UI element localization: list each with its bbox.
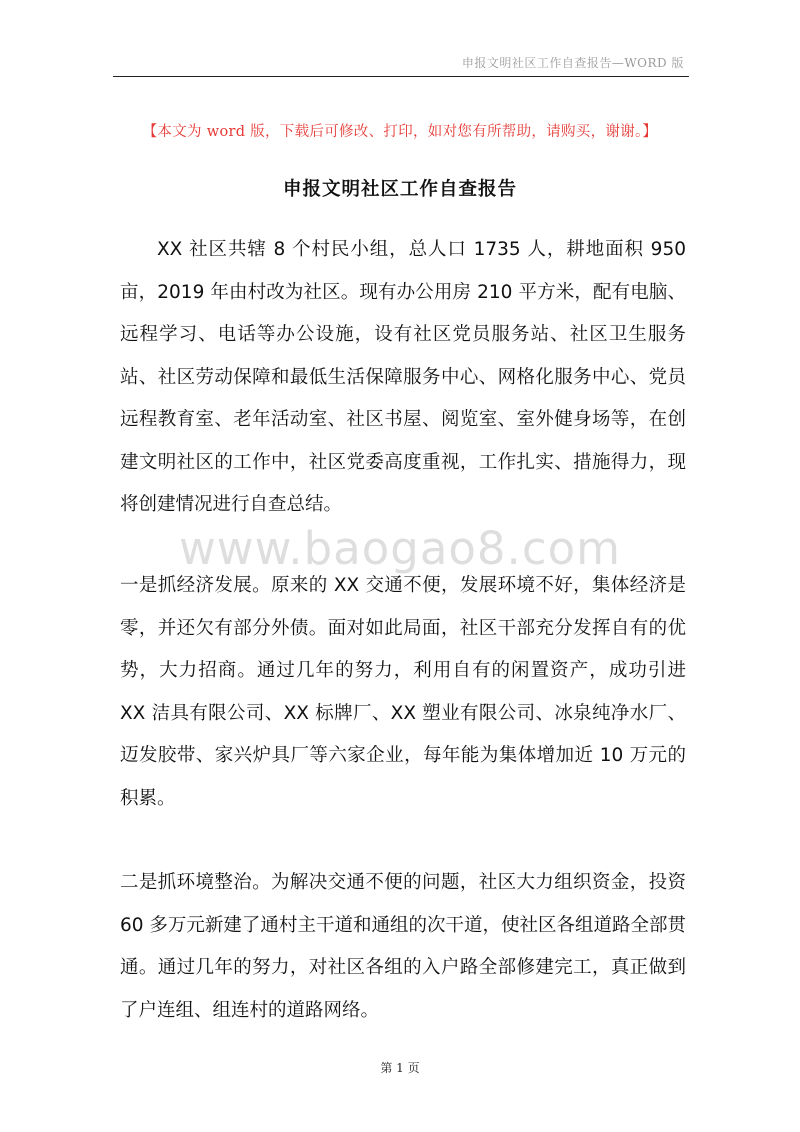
purchase-notice: 【本文为 word 版，下载后可修改、打印，如对您有所帮助，请购买，谢谢。】: [142, 124, 658, 140]
watermark: www.baogao8.com: [179, 522, 621, 575]
paragraph-environment: 二是抓环境整治。为解决交通不便的问题，社区大力组织资金，投资 60 多万元新建了通村主干道和通组的次干道，使社区各组道路全部贯通。通过几年的努力，对社区各组的入户路全部修建完工，真正做到了户连组、组连村的道路网络。: [120, 872, 686, 1021]
running-header: 申报文明社区工作自查报告—WORD 版: [461, 56, 684, 70]
paragraph-economy: 一是抓经济发展。原来的 XX 交通不便，发展环境不好，集体经济是零，并还欠有部分外债。面对如此局面，社区干部充分发挥自有的优势，大力招商。通过几年的努力，利用自有的闲置资产，成功引进 XX 洁具有限公司、XX 标牌厂、XX 塑业有限公司、冰泉纯净水厂、迈发胶带、家兴炉具厂等六家企业，每年能为集体增加近 10 万元的积累。: [120, 575, 686, 809]
document-title: 申报文明社区工作自查报告: [282, 179, 517, 200]
page-number: 第 1 页: [380, 1061, 420, 1075]
paragraph-intro: XX 社区共辖 8 个村民小组，总人口 1735 人，耕地面积 950 亩，2019 年由村改为社区。现有办公用房 210 平方米，配有电脑、远程学习、电话等办公设施，设有社区党员服务站、社区卫生服务站、社区劳动保障和最低生活保障服务中心、网格化服务中心、党员远程教育室、老年活动室、社区书屋、阅览室、室外健身场等，在创建文明社区的工作中，社区党委高度重视，工作扎实、措施得力，现将创建情况进行自查总结。: [120, 239, 686, 515]
header-divider: [113, 76, 689, 77]
